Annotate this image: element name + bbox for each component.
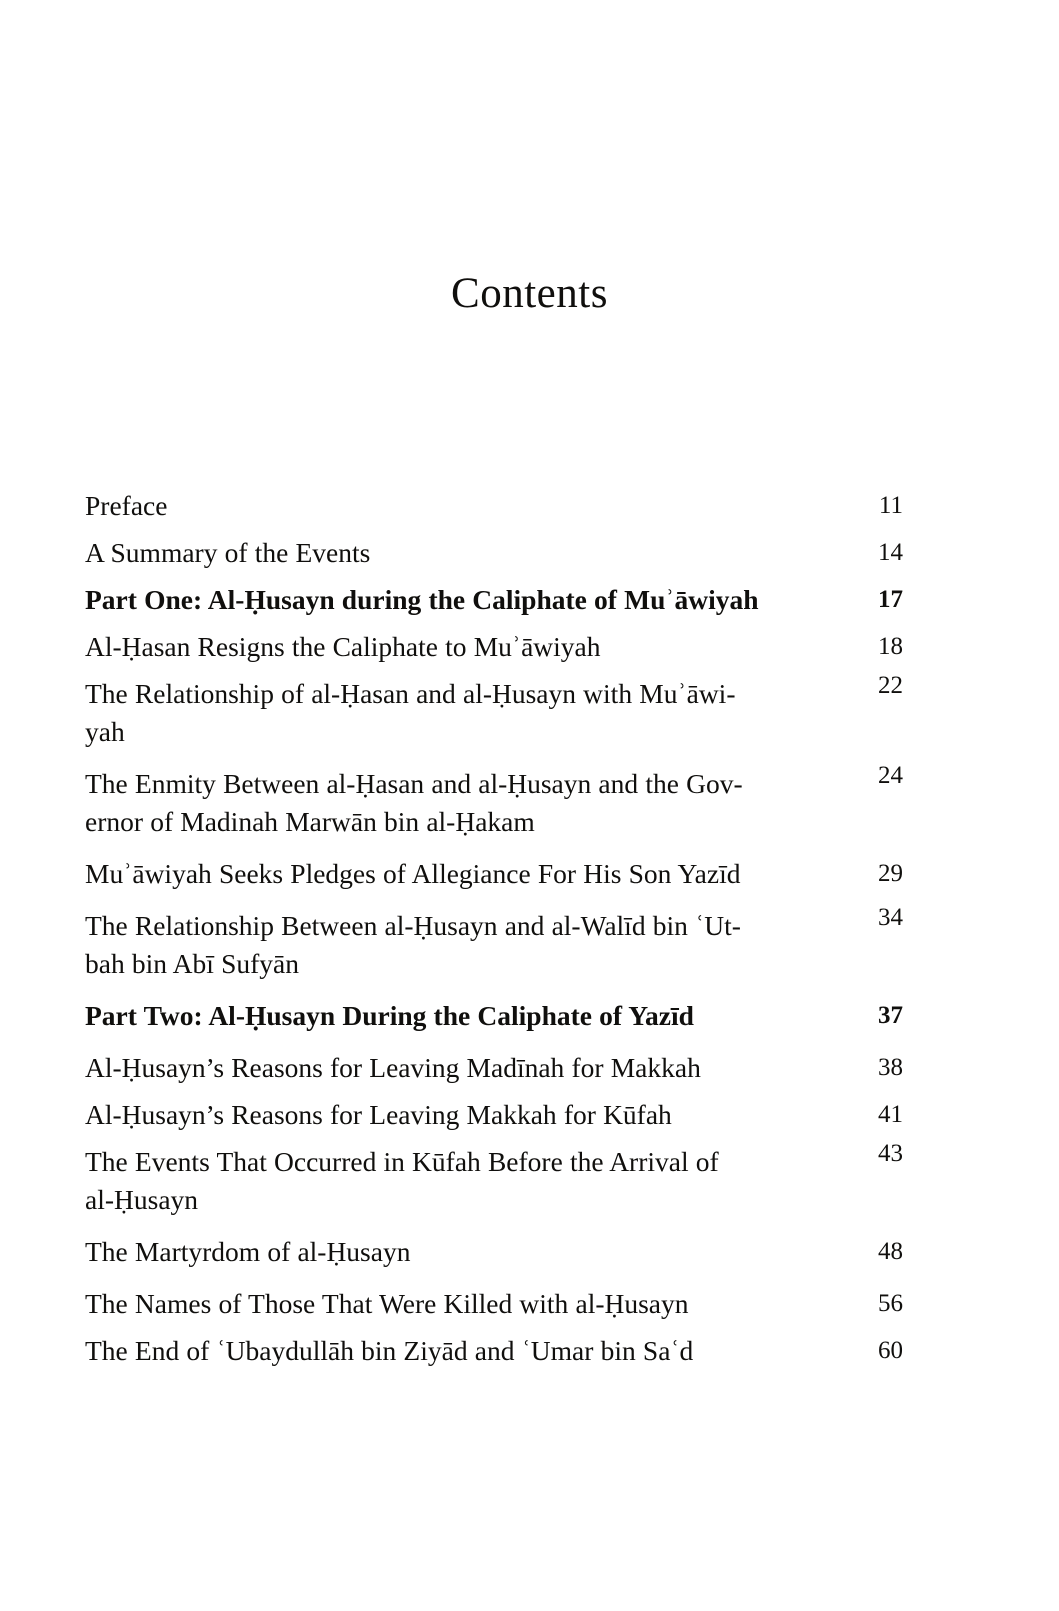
toc-entry-label: Al-Ḥasan Resigns the Caliphate to Muʾāwiyah: [85, 631, 601, 662]
toc-entry-page-number[interactable]: 56: [878, 1290, 903, 1317]
toc-entry[interactable]: [85, 855, 903, 893]
toc-entry[interactable]: [85, 1285, 903, 1323]
toc-entry-label: Part One: Al-Ḥusayn during the Caliphate of Muʾāwiyah: [85, 584, 759, 615]
toc-entry-label: The Relationship Between al-Ḥusayn and al-Walīd bin ʿUt- bah bin Abī Sufyān: [85, 910, 741, 979]
table-of-contents-list: [85, 487, 903, 1379]
toc-entry[interactable]: [85, 628, 903, 666]
toc-entry[interactable]: [85, 762, 903, 841]
toc-entry-page-number[interactable]: 17: [878, 586, 903, 613]
page-title: Contents: [451, 270, 608, 317]
toc-entry-page-number[interactable]: 60: [878, 1337, 903, 1364]
toc-entry-page-number[interactable]: 11: [878, 492, 903, 519]
toc-entry-label: The Names of Those That Were Killed with al-Ḥusayn: [85, 1288, 689, 1319]
toc-entry-label: Muʾāwiyah Seeks Pledges of Allegiance For His Son Yazīd: [85, 858, 741, 889]
toc-entry-page-number[interactable]: 24: [878, 762, 903, 789]
toc-entry-label: The Martyrdom of al-Ḥusayn: [85, 1236, 411, 1267]
toc-entry-label: Al-Ḥusayn’s Reasons for Leaving Madīnah for Makkah: [85, 1052, 701, 1083]
toc-entry[interactable]: [85, 672, 903, 751]
toc-entry-page-number[interactable]: 43: [878, 1140, 903, 1167]
toc-entry-page-number[interactable]: 18: [878, 633, 903, 660]
toc-entry[interactable]: [85, 1332, 903, 1370]
toc-entry-page-number[interactable]: 14: [878, 539, 903, 566]
toc-entry[interactable]: [85, 487, 903, 525]
toc-entry[interactable]: [85, 997, 903, 1035]
toc-entry-page-number[interactable]: 34: [878, 904, 903, 931]
toc-entry[interactable]: [85, 581, 903, 619]
toc-entry-page-number[interactable]: 29: [878, 860, 903, 887]
toc-entry-label: Part Two: Al-Ḥusayn During the Caliphate of Yazīd: [85, 1000, 694, 1031]
toc-entry-page-number[interactable]: 22: [878, 672, 903, 699]
toc-entry[interactable]: [85, 904, 903, 983]
toc-entry-page-number[interactable]: 38: [878, 1054, 903, 1081]
toc-entry[interactable]: [85, 1096, 903, 1134]
toc-entry-label: The Relationship of al-Ḥasan and al-Ḥusayn with Muʾāwi- yah: [85, 678, 736, 747]
toc-entry[interactable]: [85, 1233, 903, 1271]
toc-entry-page-number[interactable]: 37: [878, 1002, 903, 1029]
toc-entry[interactable]: [85, 534, 903, 572]
toc-entry[interactable]: [85, 1140, 903, 1219]
toc-entry-label: Al-Ḥusayn’s Reasons for Leaving Makkah for Kūfah: [85, 1099, 672, 1130]
toc-entry-label: The End of ʿUbaydullāh bin Ziyād and ʿUmar bin Saʿd: [85, 1335, 694, 1366]
toc-entry-label: A Summary of the Events: [85, 537, 371, 568]
toc-entry-page-number[interactable]: 41: [878, 1101, 903, 1128]
toc-entry-label: The Enmity Between al-Ḥasan and al-Ḥusayn and the Gov- ernor of Madinah Marwān bin al-Ḥakam: [85, 768, 743, 837]
toc-entry-label: The Events That Occurred in Kūfah Before the Arrival of al-Ḥusayn: [85, 1146, 719, 1215]
toc-entry[interactable]: [85, 1049, 903, 1087]
toc-entry-page-number[interactable]: 48: [878, 1238, 903, 1265]
toc-entry-label: Preface: [85, 490, 168, 521]
